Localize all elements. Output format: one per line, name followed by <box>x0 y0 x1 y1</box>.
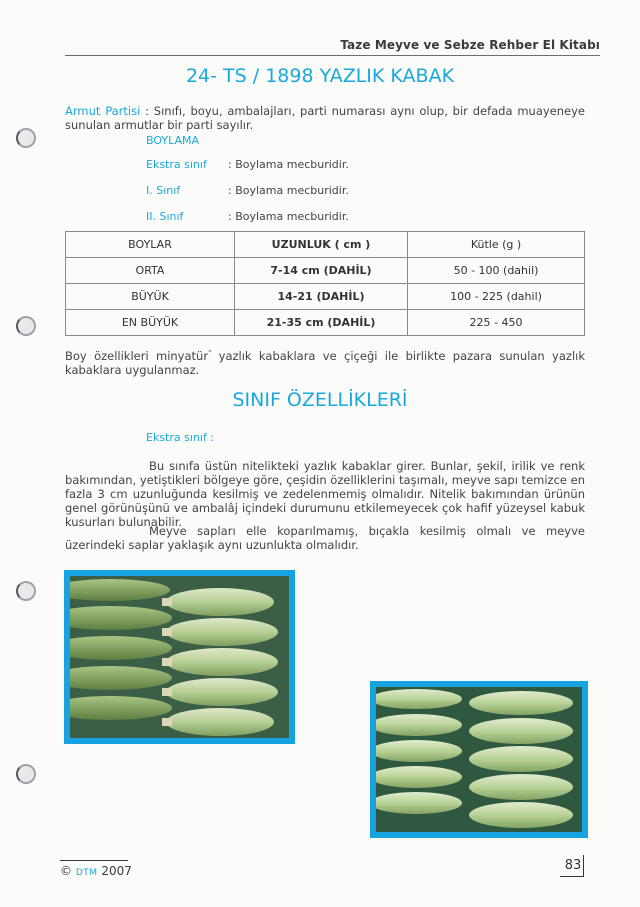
table-cell: 21-35 cm (DAHİL) <box>235 310 408 336</box>
table-cell: 14-21 (DAHİL) <box>235 284 408 310</box>
class-row <box>146 184 349 197</box>
class-label: Ekstra sınıf <box>146 158 207 171</box>
class-label: I. Sınıf <box>146 184 181 197</box>
note-superscript: " <box>208 349 212 357</box>
table-header-cell: Kütle (g ) <box>408 232 585 258</box>
table-row <box>66 258 585 284</box>
table-row <box>66 284 585 310</box>
body-paragraph: Bu sınıfa üstün nitelikteki yazlık kabaklar girer. Bunlar, şekil, irilik ve renk bakımından, yetiştikleri bölgeye göre, çeşidin özelliklerini taşımalı, meyve sapı temizce en fazla 3 cm uzunluğunda kesilmiş ve zedelenmemiş olmalıdır. Nitelik bakımından ürünün genel görünüşünü ve ambalâj içindeki durumunu etkilemeyecek çok hafif yüzeysel kabuk kusurları bulunabilir. <box>65 459 585 529</box>
binder-hole <box>16 764 36 784</box>
size-table <box>65 231 585 336</box>
binder-hole <box>16 316 36 336</box>
dtm-logo: DTM <box>75 868 98 878</box>
zucchini-image <box>376 687 582 832</box>
class-label: II. Sınıf <box>146 210 184 223</box>
page-number: 83 <box>564 858 582 873</box>
page-number-bracket <box>560 876 584 877</box>
class-row <box>146 158 349 171</box>
boylama-heading: BOYLAMA <box>146 134 200 147</box>
class-value: : Boylama mecburidir. <box>228 184 349 197</box>
note-text: yazlık kabaklara ve çiçeği ile birlikte pazara sunulan yazlık kabaklara uygulanmaz. <box>65 348 586 377</box>
footer-rule <box>60 860 128 861</box>
binder-hole <box>16 581 36 601</box>
table-cell: BÜYÜK <box>66 284 235 310</box>
zucchini-crate-photo-2 <box>370 681 588 838</box>
zucchini-crate-photo-1 <box>64 570 295 744</box>
ekstra-class-label: Ekstra sınıf : <box>146 431 215 444</box>
zucchini-image <box>70 576 289 738</box>
note-text: Boy özellikleri minyatür <box>65 348 209 363</box>
table-cell: 50 - 100 (dahil) <box>408 258 585 284</box>
table-cell: 100 - 225 (dahil) <box>408 284 585 310</box>
copyright-symbol: © <box>60 864 72 878</box>
running-header: Taze Meyve ve Sebze Rehber El Kitabı <box>340 38 600 52</box>
table-header-cell: BOYLAR <box>66 232 235 258</box>
binder-hole <box>16 128 36 148</box>
intro-text: : Sınıfı, boyu, ambalajları, parti numarası aynı olup, bir defada muayeneye sunulan armutlar bir parti sayılır. <box>65 104 585 132</box>
page-number-bracket <box>583 855 584 877</box>
table-cell: 225 - 450 <box>408 310 585 336</box>
body-paragraph: Meyve sapları elle koparılmamış, bıçakla kesilmiş olmalı ve meyve üzerindeki saplar yaklaşık aynı uzunlukta olmalıdır. <box>65 524 585 552</box>
table-row <box>66 310 585 336</box>
section-title: SINIF ÖZELLİKLERİ <box>232 389 408 411</box>
header-rule <box>65 55 600 56</box>
table-cell: EN BÜYÜK <box>66 310 235 336</box>
footer-copyright <box>60 864 132 878</box>
intro-label: Armut Partisi <box>65 104 141 118</box>
class-row <box>146 210 349 223</box>
table-cell: 7-14 cm (DAHİL) <box>235 258 408 284</box>
class-value: : Boylama mecburidir. <box>228 158 349 171</box>
intro-paragraph <box>65 104 585 132</box>
table-cell: ORTA <box>66 258 235 284</box>
table-header-cell: UZUNLUK ( cm ) <box>235 232 408 258</box>
footer-year: 2007 <box>101 864 132 878</box>
table-header-row <box>66 232 585 258</box>
page-title: 24- TS / 1898 YAZLIK KABAK <box>185 65 455 87</box>
class-value: : Boylama mecburidir. <box>228 210 349 223</box>
size-note <box>65 346 585 377</box>
